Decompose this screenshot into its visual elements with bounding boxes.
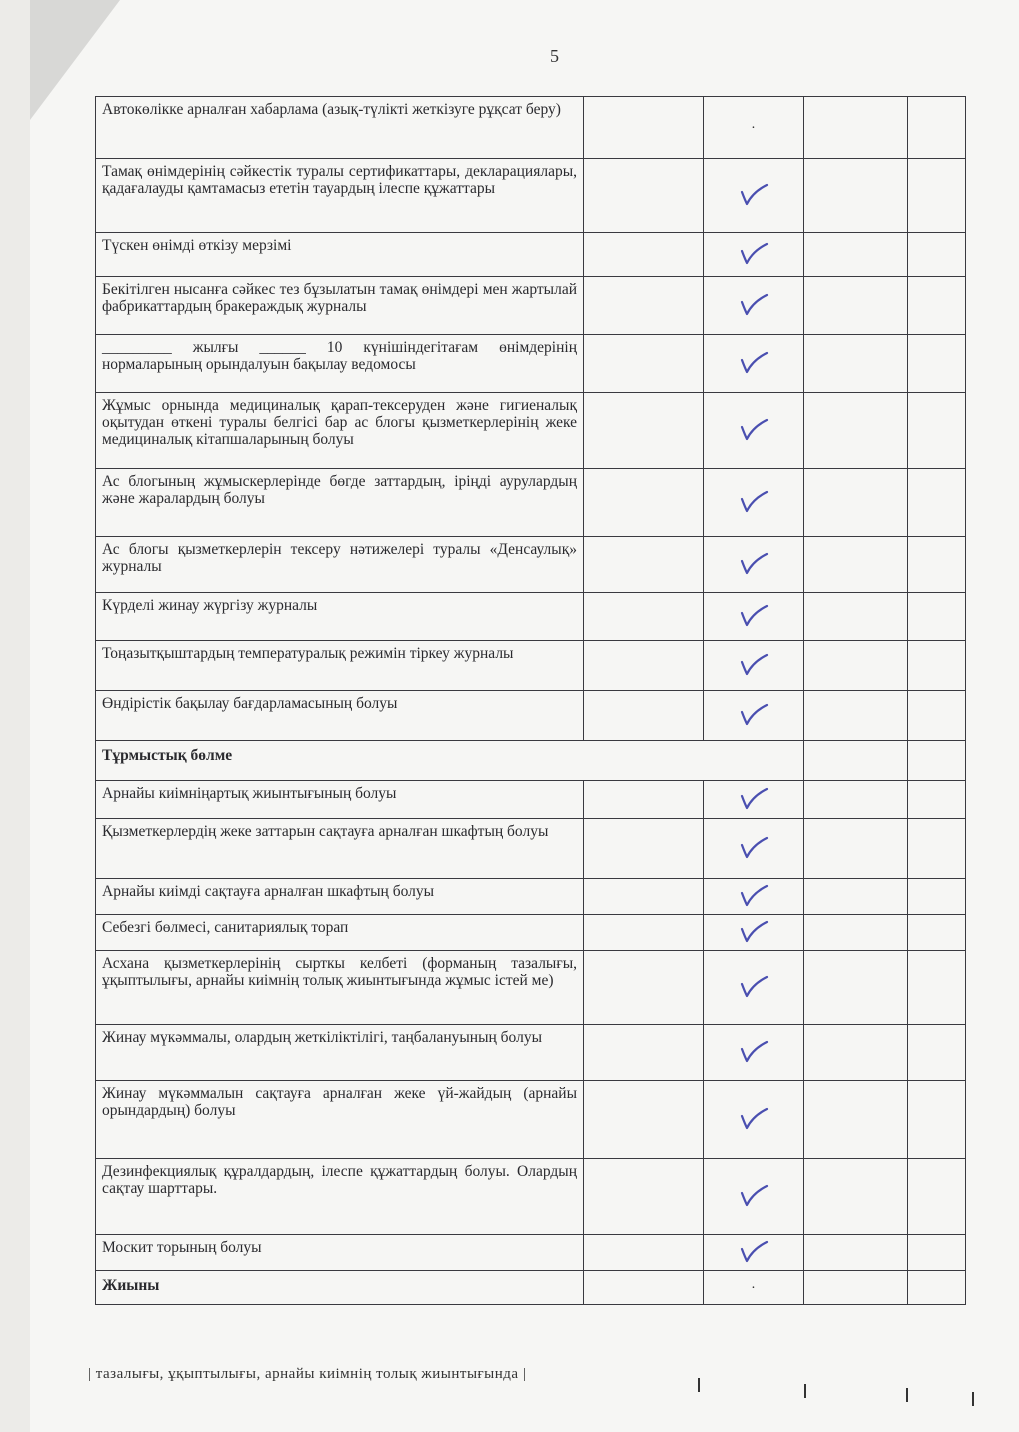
empty-cell <box>584 469 704 537</box>
handwritten-check-icon <box>739 1039 769 1063</box>
table-row <box>96 393 966 469</box>
empty-cell <box>584 1025 704 1081</box>
handwritten-check-icon <box>739 551 769 575</box>
mark-cell <box>704 1235 804 1271</box>
empty-cell <box>804 335 908 393</box>
footer-rule-mark <box>906 1388 908 1402</box>
mark-cell <box>704 1159 804 1235</box>
table-row <box>96 1159 966 1235</box>
handwritten-check-icon <box>739 702 769 726</box>
item-text: Арнайы киімніңартық жиынтығының болуы <box>96 781 584 819</box>
empty-cell <box>908 1235 966 1271</box>
mark-cell <box>704 879 804 915</box>
handwritten-check-icon <box>739 417 769 441</box>
empty-cell <box>584 641 704 691</box>
item-text: Жинау мүкәммалын сақтауға арналған жеке үй-жайдың (арнайы орындардың) болуы <box>96 1081 584 1159</box>
empty-cell <box>584 915 704 951</box>
empty-cell <box>908 819 966 879</box>
table-row <box>96 641 966 691</box>
empty-cell <box>908 277 966 335</box>
table-row <box>96 97 966 159</box>
table-row <box>96 819 966 879</box>
empty-cell <box>584 691 704 741</box>
handwritten-check-icon <box>739 350 769 374</box>
handwritten-check-icon <box>739 652 769 676</box>
empty-cell <box>584 819 704 879</box>
table-row <box>96 159 966 233</box>
empty-cell <box>908 233 966 277</box>
item-text: Күрделі жинау жүргізу журналы <box>96 593 584 641</box>
handwritten-check-icon <box>739 835 769 859</box>
empty-cell <box>908 691 966 741</box>
mark-cell <box>704 819 804 879</box>
empty-cell <box>908 915 966 951</box>
mark-cell <box>704 97 804 159</box>
empty-cell <box>584 951 704 1025</box>
item-text: Арнайы киімді сақтауға арналған шкафтың болуы <box>96 879 584 915</box>
handwritten-check-icon <box>739 603 769 627</box>
empty-cell <box>584 781 704 819</box>
empty-cell <box>804 1025 908 1081</box>
empty-cell <box>908 641 966 691</box>
handwritten-check-icon <box>739 919 769 943</box>
empty-cell <box>804 819 908 879</box>
empty-cell <box>804 1081 908 1159</box>
handwritten-check-icon <box>739 182 769 206</box>
item-text: Өндірістік бақылау бағдарламасының болуы <box>96 691 584 741</box>
item-text: _________ жылғы ______ 10 күнішіндегітағам өнімдерінің нормаларының орындалуын бақылау ведомосы <box>96 335 584 393</box>
item-text: Автокөлікке арналған хабарлама (азық-түлікті жеткізуге рұқсат беру) <box>96 97 584 159</box>
empty-cell <box>908 593 966 641</box>
mark-cell <box>704 915 804 951</box>
table-row <box>96 277 966 335</box>
table-row <box>96 879 966 915</box>
handwritten-check-icon <box>739 292 769 316</box>
empty-cell <box>908 1159 966 1235</box>
empty-cell <box>908 159 966 233</box>
table-row <box>96 691 966 741</box>
mark-cell <box>704 951 804 1025</box>
footer-rule-mark <box>972 1392 974 1406</box>
item-text: Тамақ өнімдерінің сәйкестік туралы сертификаттары, декларациялары, қадағалауды қамтамасыз ететін тауардың ілеспе құжаттары <box>96 159 584 233</box>
page-number: 5 <box>550 46 559 66</box>
empty-cell <box>804 915 908 951</box>
dot-mark: · <box>751 1280 756 1296</box>
empty-cell <box>584 277 704 335</box>
empty-cell <box>908 469 966 537</box>
empty-cell <box>584 593 704 641</box>
empty-cell <box>584 1271 704 1305</box>
item-text: Жинау мүкәммалы, олардың жеткіліктілігі, таңбалануының болуы <box>96 1025 584 1081</box>
empty-cell <box>908 335 966 393</box>
item-text: Себезгі бөлмесі, санитариялық торап <box>96 915 584 951</box>
empty-cell <box>908 1081 966 1159</box>
section-row <box>96 1271 966 1305</box>
empty-cell <box>908 97 966 159</box>
table-row <box>96 1025 966 1081</box>
footer-bleed-text: | тазалығы, ұқыптылығы, арнайы киімнің толық жиынтығында | <box>88 1366 527 1382</box>
empty-cell <box>908 1025 966 1081</box>
mark-cell <box>704 393 804 469</box>
item-text: Асхана қызметкерлерінің сырткы келбеті (форманың тазалығы, ұқыптылығы, арнайы киімнің толық жиынтығында жұмыс істей ме) <box>96 951 584 1025</box>
checklist-table <box>95 96 966 1305</box>
mark-cell <box>704 641 804 691</box>
item-text: Москит торының болуы <box>96 1235 584 1271</box>
section-title: Тұрмыстық бөлме <box>96 741 804 781</box>
table-row <box>96 1081 966 1159</box>
table-row <box>96 1235 966 1271</box>
empty-cell <box>584 1159 704 1235</box>
mark-cell <box>704 159 804 233</box>
mark-cell <box>704 691 804 741</box>
table-row <box>96 335 966 393</box>
item-text: Ас блогының жұмыскерлерінде бөгде заттардың, іріңді аурулардың және жаралардың болуы <box>96 469 584 537</box>
empty-cell <box>804 781 908 819</box>
mark-cell <box>704 1081 804 1159</box>
handwritten-check-icon <box>739 974 769 998</box>
section-row <box>96 741 966 781</box>
table-row <box>96 593 966 641</box>
empty-cell <box>804 393 908 469</box>
empty-cell <box>804 951 908 1025</box>
table-row <box>96 537 966 593</box>
empty-cell <box>804 1235 908 1271</box>
empty-cell <box>804 233 908 277</box>
item-text: Қызметкерлердің жеке заттарын сақтауға арналған шкафтың болуы <box>96 819 584 879</box>
mark-cell <box>704 593 804 641</box>
handwritten-check-icon <box>739 1239 769 1263</box>
mark-cell <box>704 335 804 393</box>
mark-cell <box>704 781 804 819</box>
footer-fragment-text: тазалығы, ұқыптылығы, арнайы киімнің толық жиынтығында <box>95 1366 519 1382</box>
item-text: Дезинфекциялық құралдардың, ілеспе құжаттардың болуы. Олардың сақтау шарттары. <box>96 1159 584 1235</box>
mark-cell <box>704 233 804 277</box>
empty-cell <box>804 1159 908 1235</box>
empty-cell <box>584 97 704 159</box>
handwritten-check-icon <box>739 786 769 810</box>
empty-cell <box>804 641 908 691</box>
handwritten-check-icon <box>739 489 769 513</box>
empty-cell <box>908 781 966 819</box>
empty-cell <box>908 537 966 593</box>
empty-cell <box>584 537 704 593</box>
handwritten-check-icon <box>739 1183 769 1207</box>
empty-cell <box>908 393 966 469</box>
table-row <box>96 469 966 537</box>
item-text: Тоңазытқыштардың температуралық режимін тіркеу журналы <box>96 641 584 691</box>
mark-cell <box>704 277 804 335</box>
empty-cell <box>804 159 908 233</box>
handwritten-check-icon <box>739 241 769 265</box>
empty-cell <box>908 951 966 1025</box>
table-row <box>96 915 966 951</box>
empty-cell <box>584 879 704 915</box>
empty-cell <box>804 537 908 593</box>
item-text: Бекітілген нысанға сәйкес тез бұзылатын тамақ өнімдері мен жартылай фабрикаттардың бракераждық журналы <box>96 277 584 335</box>
empty-cell <box>908 741 966 781</box>
empty-cell <box>584 393 704 469</box>
footer-rule-mark <box>804 1384 806 1398</box>
empty-cell <box>584 233 704 277</box>
dot-mark: · <box>751 120 756 136</box>
empty-cell <box>804 593 908 641</box>
item-text: Ас блогы қызметкерлерін тексеру нәтижелері туралы «Денсаулық» журналы <box>96 537 584 593</box>
table-row <box>96 781 966 819</box>
table-row <box>96 951 966 1025</box>
mark-cell <box>704 1025 804 1081</box>
empty-cell <box>804 469 908 537</box>
empty-cell <box>804 879 908 915</box>
handwritten-check-icon <box>739 1106 769 1130</box>
empty-cell <box>804 277 908 335</box>
mark-cell <box>704 1271 804 1305</box>
empty-cell <box>584 1235 704 1271</box>
footer-rule-mark <box>698 1378 700 1392</box>
empty-cell <box>804 691 908 741</box>
empty-cell <box>908 879 966 915</box>
empty-cell <box>804 741 908 781</box>
empty-cell <box>804 97 908 159</box>
empty-cell <box>804 1271 908 1305</box>
empty-cell <box>908 1271 966 1305</box>
mark-cell <box>704 537 804 593</box>
item-text: Түскен өнімді өткізу мерзімі <box>96 233 584 277</box>
empty-cell <box>584 1081 704 1159</box>
mark-cell <box>704 469 804 537</box>
handwritten-check-icon <box>739 883 769 907</box>
empty-cell <box>584 159 704 233</box>
section-title: Жиыны <box>96 1271 584 1305</box>
table-row <box>96 233 966 277</box>
item-text: Жұмыс орнында медициналық қарап-тексеруден және гигиеналық оқытудан өткені туралы белгісі бар ас блогы қызметкерлерінің жеке медициналық кітапшаларының болуы <box>96 393 584 469</box>
empty-cell <box>584 335 704 393</box>
